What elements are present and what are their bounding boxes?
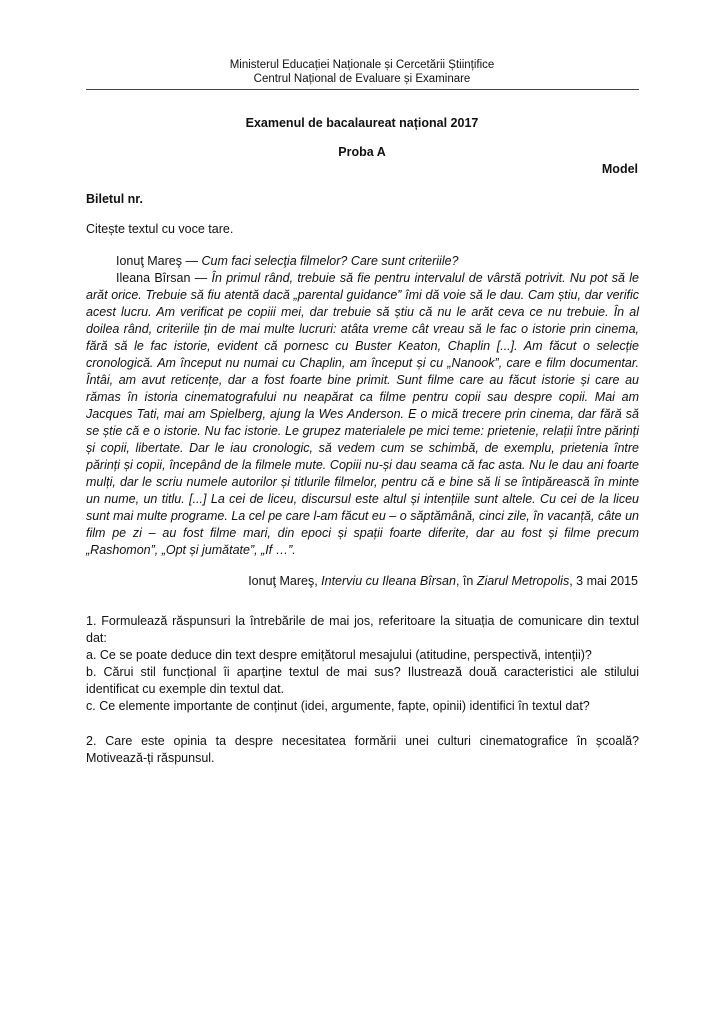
source-date: , 3 mai 2015 [569, 574, 638, 588]
question-1-intro: 1. Formulează răspunsuri la întrebările de mai jos, referitoare la situația de comunicare din textul dat: [86, 614, 639, 645]
proba-label: Proba A [338, 145, 386, 159]
question-2 [86, 733, 639, 767]
question-2-text: 2. Care este opinia ta despre necesitatea formării unei culturi cinematografice în școală? Motivează-ți răspunsul. [86, 734, 639, 765]
question-1-a: a. Ce se poate deduce din text despre emițătorul mesajului (atitudine, perspectivă, intenții)? [86, 648, 592, 662]
center-header: Centrul Național de Evaluare și Examinare [253, 73, 471, 85]
interview-text [86, 253, 639, 559]
source-author: Ionuţ Mareş, [248, 574, 318, 588]
speaker-marcu: Ionuţ Mareş — [116, 254, 198, 268]
model-label: Model [601, 162, 638, 176]
source-citation [248, 574, 638, 588]
source-in: , în [455, 574, 474, 588]
question-text: Cum faci selecţia filmelor? Care sunt criteriile? [201, 254, 459, 268]
question-1 [86, 613, 639, 715]
question-1-b: b. Cărui stil funcțional îi aparține textul de mai sus? Ilustrează două caracteristici ale stilului identificat cu exemple din textul dat. [86, 665, 639, 696]
header-divider [86, 89, 639, 90]
answer-text: În primul rând, trebuie să fie pentru intervalul de vârstă potrivit. Nu pot să le arăt orice. Trebuie să fiu atentă dacă „parental guidance” îmi dă voie să le dau. Cam știu, dar verific acest lucru. Am verificat pe copiii mei, dar trebuie să știu că nu le arăt ceva ce nu trebuie. În al doilea rând, criteriile țin de mai multe lucruri: atâta vreme cât vreau să le fac o istorie prin cinema, fără să le fac istorie, evident că pornesc cu Buster Keaton, Chaplin [...]. Am făcut o selecție cronologică. Am început nu numai cu Chaplin, am început și cu „Nanook”, care e film documentar. Întâi, am avut reticențe, dar a fost foarte bine primit. Sunt filme care au făcut istorie și care au rămas în istoria cinematografului nu neapărat ca filme pentru copii sau despre copii. Mai am Jacques Tati, mai am Spielberg, ajung la Wes Anderson. E o mică trecere prin cinema, dar fără să se știe că e o istorie. Nu fac istorie. Le grupez materialele pe mici teme: prietenie, relații între părinți și copii, libertate. Dar le iau cronologic, să vedem cum se schimbă, de exemplu, prietenia între părinți și copii, începând de la filmele mute. Copiii nu-și dau seama că fac asta. Nu le dau ani foarte mulți, dar le scriu numele autorilor și titlurile filmelor, pentru că e bine să li se întipărească în minte un nume, un titlu. [...] La cei de liceu, discursul este altul și intențiile sunt altele. Cu cei de la liceu sunt mai multe programe. La cel pe care l-am făcut eu – o săptămână, cinci zile, în vacanță, câte un film pe zi – au fost filme mari, din epoci și spații foarte diferite, dar au fost și filme precum „Rashomon”, „Opt și jumătate”, „If …”. [86, 271, 639, 557]
interview-answer [86, 270, 639, 559]
speaker-birsan: Ileana Bîrsan — [116, 271, 208, 285]
source-work: Interviu cu Ileana Bîrsan [321, 574, 456, 588]
source-journal: Ziarul Metropolis [476, 574, 570, 588]
question-1-c: c. Ce elemente importante de conținut (idei, argumente, fapte, opinii) identifici în textul dat? [86, 699, 590, 713]
reading-instruction: Citește textul cu voce tare. [86, 222, 234, 236]
exam-title: Examenul de bacalaureat național 2017 [245, 116, 479, 130]
ministry-header: Ministerul Educației Naționale și Cercetării Științifice [229, 59, 495, 71]
biletul-label: Biletul nr. [86, 192, 143, 206]
interview-question [86, 253, 639, 270]
